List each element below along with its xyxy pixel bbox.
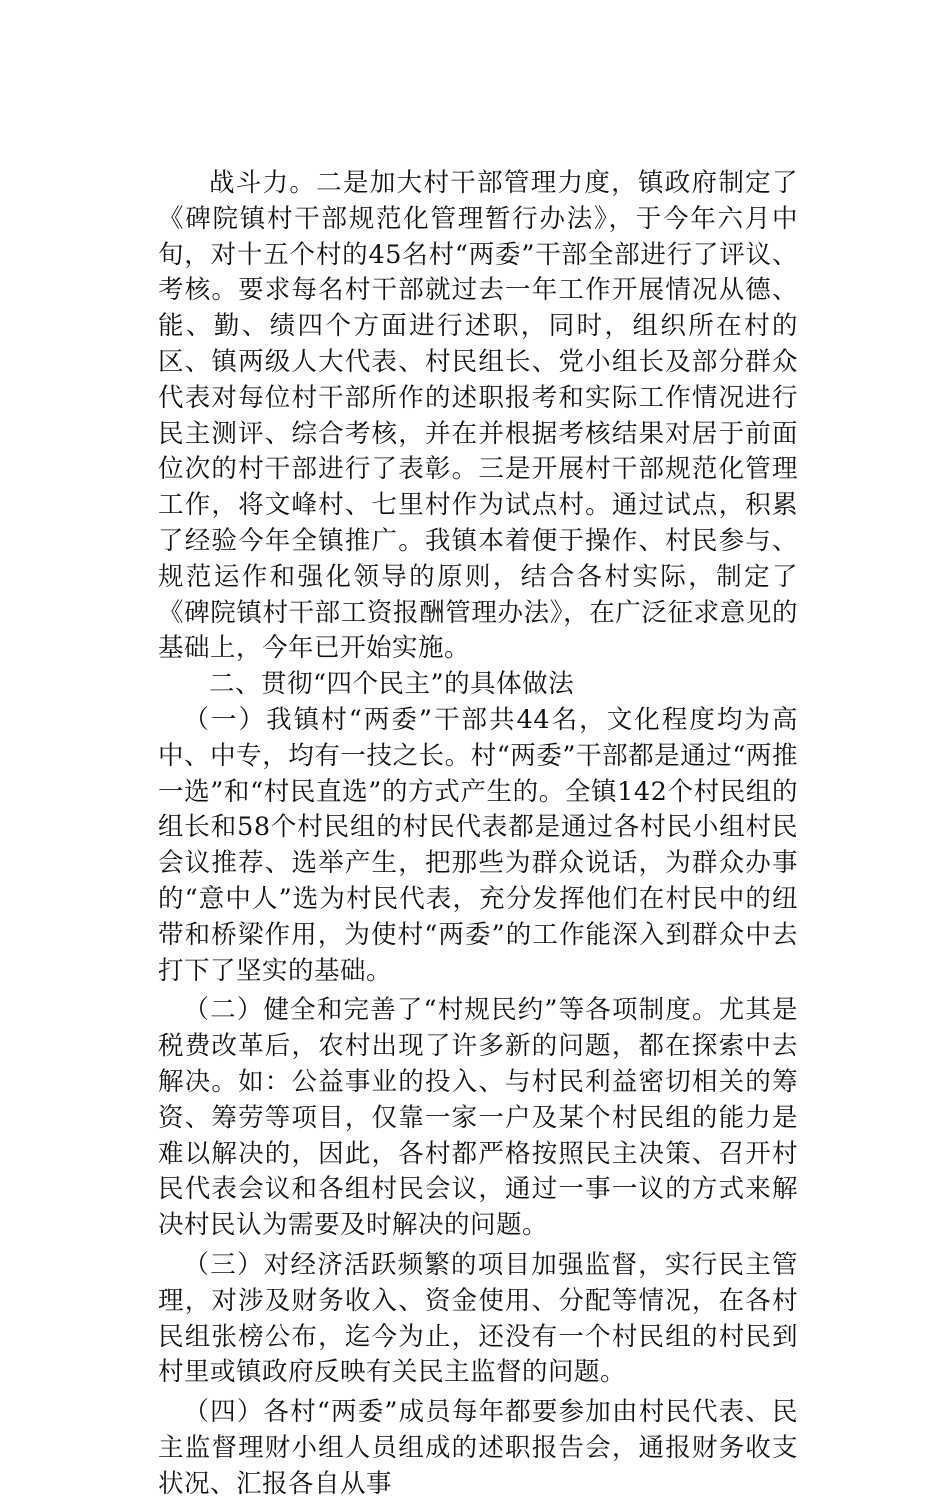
paragraph-item-4: （四）各村“两委”成员每年都要参加由村民代表、民主监督理财小组人员组成的述职报告会，通报财务收支状况、汇报各自从事 <box>158 1397 798 1499</box>
paragraph-item-2: （二）健全和完善了“村规民约”等各项制度。尤其是税费改革后，农村出现了许多新的问题，都在探索中去解决。如：公益事业的投入、与村民利益密切相关的筹资、筹劳等项目，仅靠一家一户及某个村民组的能力是难以解决的，因此，各村都严格按照民主决策、召开村民代表会议和各组村民会议，通过一事一议的方式来解决村民认为需要及时解决的问题。 <box>158 995 798 1241</box>
document-body <box>158 166 798 1502</box>
paragraph-item-3: （三）对经济活跃频繁的项目加强监督，实行民主管理，对涉及财务收入、资金使用、分配等情况，在各村民组张榜公布，迄今为止，还没有一个村民组的村民到村里或镇政府反映有关民主监督的问题。 <box>158 1249 798 1388</box>
paragraph-item-1: （一）我镇村“两委”干部共44名，文化程度均为高中、中专，均有一技之长。村“两委”干部都是通过“两推一选”和“村民直选”的方式产生的。全镇142个村民组的组长和58个村民组的村民代表都是通过各村民小组村民会议推荐、选举产生，把那些为群众说话，为群众办事的“意中人”选为村民代表，充分发挥他们在村民中的纽带和桥梁作用，为使村“两委”的工作能深入到群众中去打下了坚实的基础。 <box>158 704 798 986</box>
section-heading-four-democracies: 二、贯彻“四个民主”的具体做法 <box>209 669 575 700</box>
paragraph-cadre-management: 战斗力。二是加大村干部管理力度，镇政府制定了《碑院镇村干部规范化管理暂行办法》，于今年六月中旬，对十五个村的45名村“两委”干部全部进行了评议、考核。要求每名村干部就过去一年工作开展情况从德、能、勤、绩四个方面进行述职，同时，组织所在村的区、镇两级人大代表、村民组长、党小组长及部分群众代表对每位村干部所作的述职报考和实际工作情况进行民主测评、综合考核，并在并根据考核结果对居于前面位次的村干部进行了表彰。三是开展村干部规范化管理工作，将文峰村、七里村作为试点村。通过试点，积累了经验今年全镇推广。我镇本着便于操作、村民参与、规范运作和强化领导的原则，结合各村实际，制定了《碑院镇村干部工资报酬管理办法》，在广泛征求意见的基础上，今年已开始实施。 <box>158 168 798 664</box>
